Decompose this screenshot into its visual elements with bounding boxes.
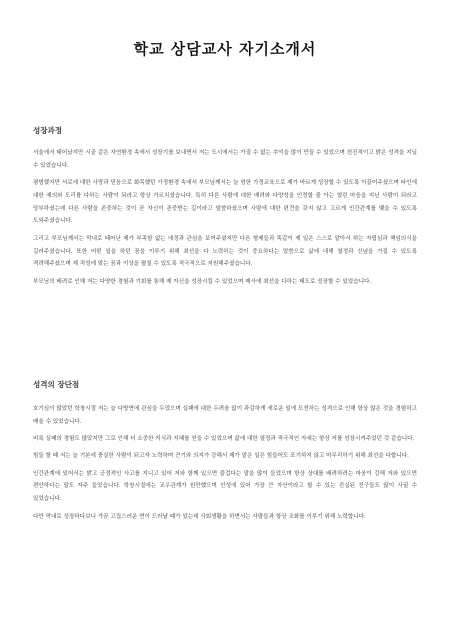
paragraph: 다만 막내로 성장하다보니 가끔 고집스러운 면이 드러날 때가 있는데 사회생활을 하면서는 사람들과 항상 조화를 이루기 위해 노력합니다.: [33, 513, 366, 520]
section-heading-growth: 성장과정: [33, 126, 62, 135]
paragraph: 호기심이 많았던 학창시절 저는 늘 다방면에 관심을 두었으며 실패에 대한 두려움 없이 과감하게 새로운 일에 도전하는 성격으로 인해 항상 많은 것을 경험하고 배울 수 있었습니다.: [33, 406, 417, 425]
paragraph: 인간관계에 있어서는 밝고 긍정적인 사고를 지니고 있어 저와 함께 있으면 즐겁다는 말을 많이 들었으며 항상 상대를 배려하려는 마음이 강해 저와 있으면 편안하다는 말도 자주 들었습니다. 학창시절에는 교우관계가 원만했으며 인성에 있어 가장 큰 자산이라고 할 수 있는 진실된 친구들도 많이 사귈 수 있었습니다.: [33, 470, 417, 503]
paragraph: 그리고 부모님께서는 막내로 태어난 제가 부족함 없는 애정과 관심을 보여주셨지만 다른 형제들과 똑같이 제 일은 스스로 알아서 하는 자립심과 책임의식을 길러주셨습니다. 또한 어떤 일을 하던 꿈을 이루기 위해 최선을 다 노력하는 것이 중요하다는 말씀으로 삶에 대해 열정과 신념을 가질 수 있도록 격려해주셨으며 제 적성에 맞는 꿈과 이상을 펼칠 수 있도록 적극적으로 지원해주셨습니다.: [33, 235, 417, 268]
document-title: 학교 상담교사 자기소개서: [133, 40, 317, 58]
paragraph: 부모님의 배려로 인해 저는 다양한 경험과 기회를 통해 제 자신을 성장시킬 수 있었으며 매사에 최선을 다하는 태도로 성장할 수 있었습니다.: [33, 278, 372, 285]
section-body-growth: [33, 147, 417, 293]
paragraph: 비록 실패의 경험도 많았지만 그로 인해 더 소중한 지식과 지혜를 얻을 수 있었으며 삶에 대한 열정과 적극적인 자세는 항상 저를 성장시켜주었던 것 같습니다.: [33, 436, 415, 443]
paragraph: 힘들 할 때 저는 늘 기본에 충실한 사람이 되고자 노력하며 끈기와 의지가 강해서 제가 맡은 일은 힘들어도 포기하지 않고 마무리하기 위해 최선을 다합니다.: [33, 453, 409, 460]
paragraph: 서울에서 태어났지만 시골 같은 자연환경 속에서 성장기를 보내면서 저는 도시에서는 가질 수 없는 추억을 많이 만들 수 있었으며 천진적이고 밝은 성격을 지닐 수 있었습니다.: [33, 150, 417, 169]
section-body-personality: [33, 403, 417, 528]
section-heading-personality: 성격의 장단점: [33, 380, 80, 389]
paragraph: 평범했지만 서로에 대한 사랑과 믿음으로 화목했던 가정환경 속에서 부모님께서는 늘 엄한 가정교육으로 제가 바르게 성장할 수 있도록 이끌어주셨으며 타인에 대한 예의와 도리를 다하는 사람이 되라고 항상 가르치셨습니다. 특히 다른 사람에 대한 배려와 다양성을 인정할 줄 아는 열린 마음을 지닌 사람이 되라고 당부하셨는데 다른 사람을 존중하는 것이 곧 자신이 존중받는 길이라고 말씀하셨으며 사람에 대한 편견을 갖지 않고 고르게 인간관계를 맺을 수 있도록 도와주셨습니다.: [33, 180, 417, 225]
